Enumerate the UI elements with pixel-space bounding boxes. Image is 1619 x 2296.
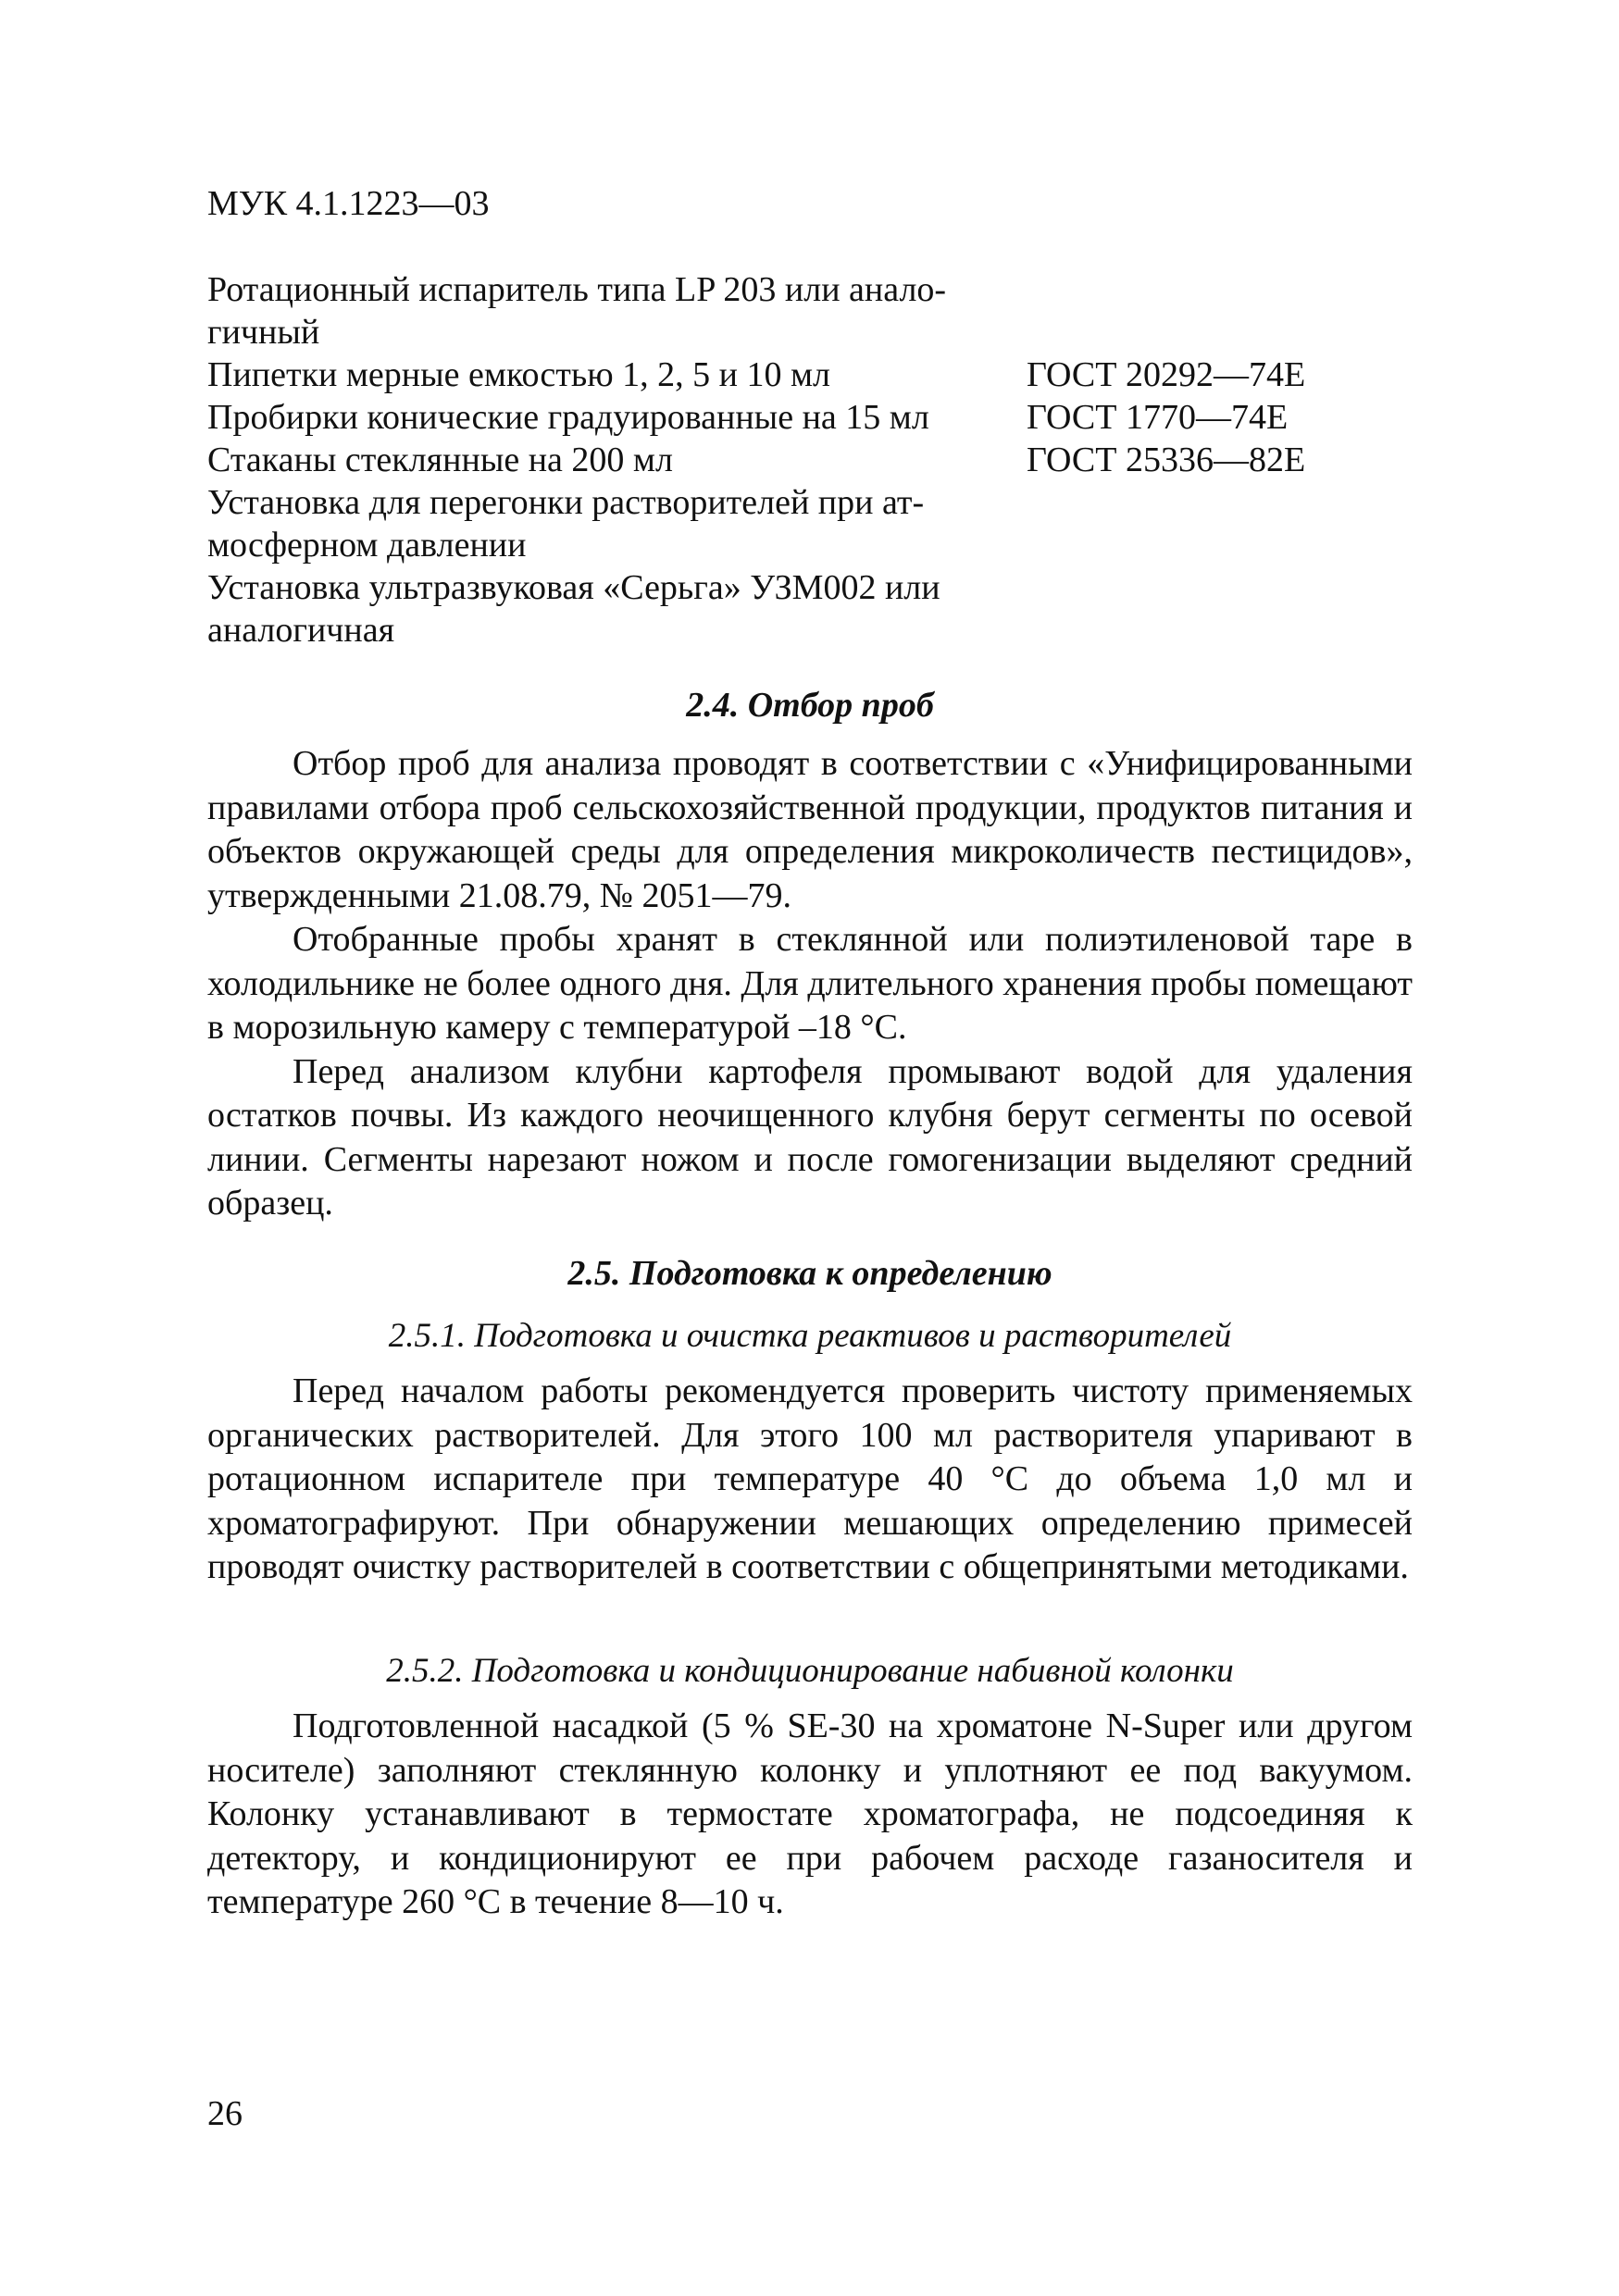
section-heading-2-4: 2.4. Отбор проб	[686, 686, 934, 725]
equipment-item	[207, 566, 1411, 652]
paragraph: Отобранные пробы хранят в стеклянной или полиэтиленовой таре в холодильнике не более одного дня. Для длительного хранения пробы помещают в морозильную камеру с температурой –18 °С.	[207, 920, 1413, 1047]
equipment-standard: ГОСТ 25336—82Е	[1027, 441, 1306, 479]
paragraph: Перед анализом клубни картофеля промывают водой для удаления остатков почвы. Из каждого неочищенного клубня берут сегменты по осевой линии. Сегменты нарезают ножом и после гомогенизации выделяют средний образец.	[207, 1051, 1413, 1222]
section-heading-2-5: 2.5. Подготовка к определению	[567, 1254, 1052, 1293]
equipment-item	[207, 268, 1411, 354]
page-number: 26	[207, 2094, 243, 2133]
equipment-name: Стаканы стеклянные на 200 мл	[207, 441, 673, 479]
equipment-list	[207, 268, 1411, 652]
subsection-heading-2-5-2: 2.5.2. Подготовка и кондиционирование набивной колонки	[386, 1652, 1234, 1690]
equipment-name: Установка ультразвуковая «Серьга» УЗМ002 или	[207, 568, 940, 607]
paragraph: Подготовленной насадкой (5 % SE-30 на хроматоне N-Super или другом носителе) заполняют стеклянную колонку и уплотняют ее под вакуумом. Колонку устанавливают в термостате хроматографа, не подсоединяя к детектору, и кондиционируют ее при рабочем расходе газаносителя и температуре 260 °С в течение 8—10 ч.	[207, 1706, 1413, 1921]
section-2-5-2-body	[207, 1705, 1413, 1925]
paragraph: Отбор проб для анализа проводят в соответствии с «Унифицированными правилами отбора проб сельскохозяйственной продукции, продуктов питания и объектов окружающей среды для определения микроколичеств пестицидов», утвержденными 21.08.79, № 2051—79.	[207, 744, 1413, 915]
section-2-5-1-body	[207, 1370, 1413, 1590]
equipment-item	[207, 481, 1411, 566]
section-2-4-body	[207, 742, 1413, 1226]
equipment-name: Ротационный испаритель типа LP 203 или анало-	[207, 270, 947, 309]
paragraph: Перед началом работы рекомендуется проверить чистоту применяемых органических растворителей. Для этого 100 мл растворителя упаривают в ротационном испарителе при температуре 40 °С до объема 1,0 мл и хроматографируют. При обнаружении мешающих определению примесей проводят очистку растворителей в соответствии с общепринятыми методиками.	[207, 1371, 1413, 1586]
equipment-name-continued: аналогичная	[207, 611, 395, 650]
equipment-name-continued: мосферном давлении	[207, 526, 527, 565]
equipment-name: Пипетки мерные емкостью 1, 2, 5 и 10 мл	[207, 355, 830, 394]
equipment-name: Пробирки конические градуированные на 15 мл	[207, 398, 929, 437]
equipment-name: Установка для перегонки растворителей при ат-	[207, 483, 925, 522]
equipment-standard: ГОСТ 20292—74Е	[1027, 355, 1306, 394]
equipment-item	[207, 396, 1411, 439]
subsection-heading-2-5-1: 2.5.1. Подготовка и очистка реактивов и растворителей	[388, 1317, 1232, 1355]
equipment-item	[207, 354, 1411, 396]
equipment-item	[207, 439, 1411, 481]
document-code: МУК 4.1.1223—03	[207, 184, 490, 223]
equipment-name-continued: гичный	[207, 313, 320, 352]
equipment-standard: ГОСТ 1770—74Е	[1027, 398, 1289, 437]
